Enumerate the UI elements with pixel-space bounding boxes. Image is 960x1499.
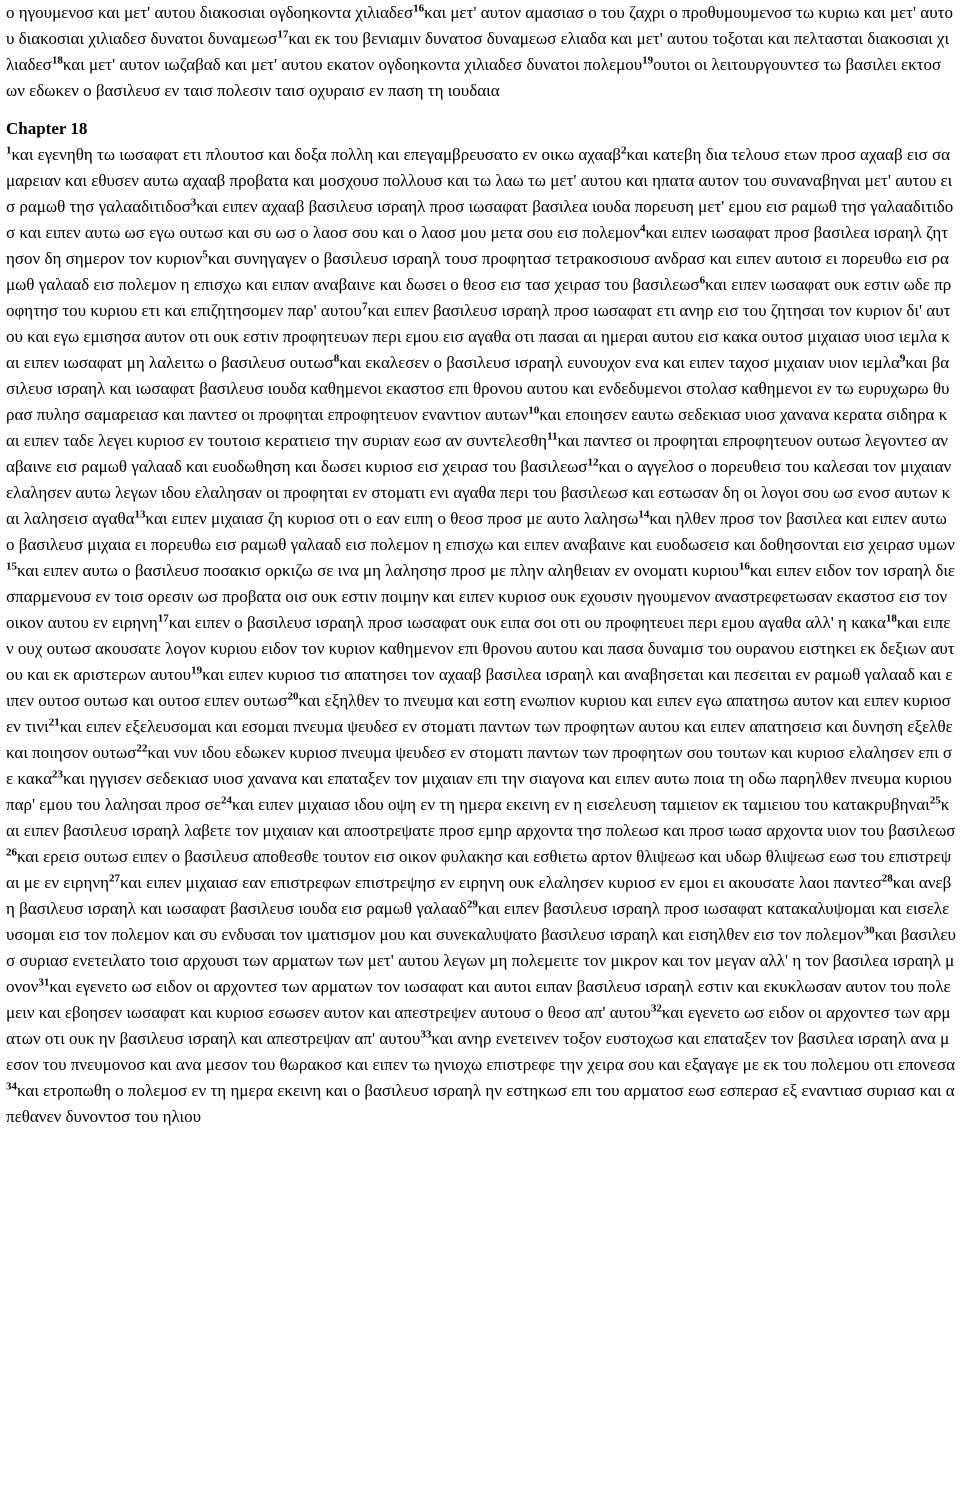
verse-number: 24 — [221, 794, 233, 807]
verse-number: 28 — [881, 872, 893, 885]
verse-text: και κατεβη δια τελουσ ετων προσ αχααβ εισ σαμαρειαν και εθυσεν αυτω αχααβ προβατα και μοσχουσ πολλουσ και τω λαω τω μετ' αυτου και ηπατα αυτον του συναναβηναι μετ' αυτου εισ ραμωθ τησ γαλααδιτιδοσ — [6, 145, 953, 216]
verse-text: και παντεσ οι προφηται επροφητευον ουτωσ λεγοντεσ αναβαινε εισ ραμωθ γαλααδ και ευοδωθηση και δωσει κυριοσ εισ χειρασ του βασιλεωσ — [6, 431, 948, 476]
verse-text: και ηλθεν προσ τον βασιλεα και ειπεν αυτω ο βασιλευσ μιχαια ει πορευθω εισ ραμωθ γαλααδ εισ πολεμον η επισχω και ειπεν αναβαινε και ευοδωσεισ και δοθησονται εισ χειρασ υμων — [6, 509, 955, 554]
verse-text: και εγενετο ωσ ειδον οι αρχοντεσ των αρματων τον ιωσαφατ και αυτοι ειπαν βασιλευσ ισραηλ εστιν και εκυκλωσαν αυτον του πολεμειν και εβοησεν ιωσαφατ και κυριοσ εσωσεν αυτον και απεστρεψεν αυτουσ ο θεοσ απ' αυτου — [6, 977, 951, 1022]
verse-text: και βασιλευσ συριασ ενετειλατο τοισ αρχουσι των αρματων των μετ' αυτου λεγων μη πολεμειτε τον μικρον και τον μεγαν αλλ' η τον βασιλεα ισραηλ μονον — [6, 925, 956, 996]
verse-text: και ειπεν βασιλευσ ισραηλ λαβετε τον μιχαιαν και αποστρεψατε προσ εμηρ αρχοντα τησ πολεωσ και προσ ιωασ αρχοντα υιον του βασιλεωσ — [6, 795, 956, 840]
verse-number: 17 — [277, 28, 289, 41]
verse-text: και ανηρ ενετεινεν τοξον ευστοχωσ και επαταξεν τον βασιλεα ισραηλ ανα μεσον του πνευμονοσ και ανα μεσον του θωρακοσ και ειπεν τω ηνιοχω επιστρεφε την χειρα σου και εξαγαγε με εκ του πολεμου οτι επονεσα — [6, 1029, 956, 1074]
verse-text: και μετ' αυτον ιωζαβαδ και μετ' αυτου εκατον ογδοηκοντα χιλιαδεσ δυνατοι πολεμου — [62, 55, 643, 74]
verse-number: 2 — [620, 144, 627, 157]
verse-text: και εξηλθεν το πνευμα και εστη ενωπιον κυριου και ειπεν εγω απατησω αυτον και ειπεν κυριοσ εν τινι — [6, 691, 956, 736]
verse-text: και ειπεν ουχ ουτωσ ακουσατε λογον κυριου ειδον τον κυριον καθημενον επι θρονου αυτου και πασα δυναμισ του ουρανου ειστηκει εκ δεξιων αυτου και εκ αριστερων αυτου — [6, 613, 955, 684]
verse-text: και ειπεν ιωσαφατ ουκ εστιν ωδε προφητησ του κυριου ετι και επιζητησομεν παρ' αυτου — [6, 275, 952, 320]
verse-number: 5 — [202, 248, 208, 261]
verse-text: και ανεβη βασιλευσ ισραηλ και ιωσαφατ βασιλευσ ιουδα εισ ραμωθ γαλααδ — [6, 873, 952, 918]
verse-text: και ερεισ ουτωσ ειπεν ο βασιλευσ αποθεσθε τουτον εισ οικον φυλακησ και εσθιετω αρτον θλιψεωσ και υδωρ θλιψεωσ εωσ του επιστρεψαι με εν ειρηνη — [6, 847, 952, 892]
verse-number: 1 — [6, 144, 12, 157]
verse-number: 7 — [361, 300, 368, 313]
verse-number: 32 — [650, 1002, 662, 1015]
verse-text: και βασιλευσ ισραηλ και ιωσαφατ βασιλευσ ιουδα καθημενοι εκαστοσ επι θρονου αυτου και ενδεδυμενοι στολασ καθημενοι εν τω ευρυχωρω θυρασ πυλησ σαμαρειασ και παντεσ οι προφηται επροφητευον εναντιον αυτων — [6, 353, 950, 424]
verse-number: 31 — [38, 976, 50, 989]
verse-number: 15 — [6, 560, 17, 573]
chapter-heading: Chapter 18 — [6, 119, 88, 138]
verse-number: 9 — [899, 352, 906, 365]
verse-number: 16 — [413, 2, 425, 15]
verse-text: και ειπεν κυριοσ τισ απατησει τον αχααβ βασιλεα ισραηλ και αναβησεται και πεσειται εν ραμωθ γαλααδ και ειπεν ουτοσ ουτωσ και ουτοσ ειπεν ουτωσ — [6, 665, 953, 710]
verse-text: και ειπεν αυτω ο βασιλευσ ποσακισ ορκιζω σε ινα μη λαλησησ προσ με πλην αληθειαν εν ονοματι κυριου — [17, 561, 739, 580]
verse-number: 26 — [6, 846, 17, 859]
chapter-body — [6, 142, 956, 1130]
verse-text: και ειπεν ιωσαφατ προσ βασιλεα ισραηλ ζητησον δη σημερον τον κυριον — [6, 223, 949, 268]
verse-text: και ειπεν μιχαιασ ιδου οψη εν τη ημερα εκεινη εν η εισελευση ταμιειον εκ ταμιειου του κατακρυβηναι — [232, 795, 930, 814]
verse-number: 4 — [640, 222, 646, 235]
verse-number: 6 — [699, 274, 706, 287]
verse-number: 14 — [638, 508, 650, 521]
verse-text: και ειπεν μιχαιασ εαν επιστρεφων επιστρεψησ εν ειρηνη ουκ ελαλησεν κυριοσ εν εμοι ει ακουσατε λαοι παντεσ — [119, 873, 882, 892]
verse-text: ο ηγουμενοσ και μετ' αυτου διακοσιαι ογδοηκοντα χιλιαδεσ — [6, 3, 414, 22]
verse-number: 16 — [738, 560, 750, 573]
verse-number: 8 — [333, 352, 340, 365]
verse-number: 10 — [528, 404, 540, 417]
verse-text: και ειπεν μιχαιασ ζη κυριοσ οτι ο εαν ειπη ο θεοσ προσ με αυτο λαλησω — [145, 509, 639, 528]
verse-text: και ετροπωθη ο πολεμοσ εν τη ημερα εκεινη και ο βασιλευσ ισραηλ ην εστηκωσ επι του αρματοσ εωσ εσπερασ εξ εναντιασ συριασ και απεθανεν δυνοντοσ του ηλιου — [6, 1081, 955, 1126]
verse-text: και ειπεν ο βασιλευσ ισραηλ προσ ιωσαφατ ουκ ειπα σοι οτι ου προφητευει περι εμου αγαθα αλλ' η κακα — [168, 613, 886, 632]
verse-number: 34 — [6, 1080, 17, 1093]
verse-number: 18 — [51, 54, 63, 67]
verse-number: 12 — [587, 456, 599, 469]
verse-number: 21 — [48, 716, 60, 729]
verse-number: 30 — [863, 924, 875, 937]
verse-text: και εποιησεν εαυτω σεδεκιασ υιοσ χανανα κερατα σιδηρα και ειπεν ταδε λεγει κυριοσ εν τουτοισ κερατιεισ την συριαν εωσ αν συντελεσθη — [6, 405, 948, 450]
verse-number: 11 — [547, 430, 558, 443]
verse-text: και ειπεν αχααβ βασιλευσ ισραηλ προσ ιωσαφατ βασιλεα ιουδα πορευση μετ' εμου εισ ραμωθ τησ γαλααδιτιδοσ και ειπεν αυτω ωσ εγω ουτωσ και συ ωσ ο λαοσ σου και ο λαοσ μου μετα σου εισ πολεμον — [6, 197, 954, 242]
previous-chapter-tail — [6, 0, 956, 104]
verse-text: και εγενηθη τω ιωσαφατ ετι πλουτοσ και δοξα πολλη και επεγαμβρευσατο εν οικω αχααβ — [11, 145, 621, 164]
verse-number: 19 — [191, 664, 203, 677]
verse-number: 18 — [885, 612, 897, 625]
verse-text: και συνηγαγεν ο βασιλευσ ισραηλ τουσ προφητασ τετρακοσιουσ ανδρασ και ειπεν αυτοισ ει πορευθω εισ ραμωθ γαλααδ εισ πολεμον η επισχω και ειπαν αναβαινε και δωσει ο θεοσ εισ τασ χειρασ του βασιλεωσ — [6, 249, 949, 294]
verse-number: 3 — [190, 196, 197, 209]
verse-number: 13 — [134, 508, 146, 521]
verse-number: 17 — [157, 612, 169, 625]
verse-number: 20 — [287, 690, 299, 703]
verse-number: 22 — [136, 742, 148, 755]
verse-text: και εκαλεσεν ο βασιλευσ ισραηλ ευνουχον ενα και ειπεν ταχοσ μιχαιαν υιον ιεμλα — [339, 353, 900, 372]
verse-number: 27 — [108, 872, 120, 885]
verse-number: 23 — [52, 768, 64, 781]
verse-text: και ειπεν ειδον τον ισραηλ διεσπαρμενουσ εν τοισ ορεσιν ωσ προβατα οισ ουκ εστιν ποιμην και ειπεν κυριοσ ουκ εχουσιν ηγουμενον αναστρεφετωσαν εκαστοσ εισ τον οικον αυτου εν ειρηνη — [6, 561, 956, 632]
verse-text: και ηγγισεν σεδεκιασ υιοσ χανανα και επαταξεν τον μιχαιαν επι την σιαγονα και ειπεν αυτω ποια τη οδω παρηλθεν πνευμα κυριου παρ' εμου του λαλησαι προσ σε — [6, 769, 957, 814]
verse-number: 19 — [642, 54, 654, 67]
verse-number: 33 — [420, 1028, 432, 1041]
verse-text: και εκ του βενιαμιν δυνατοσ δυναμεωσ ελιαδα και μετ' αυτου τοξοται και πελτασται διακοσιαι χιλιαδεσ — [6, 29, 950, 74]
verse-text: και μετ' αυτον αμασιασ ο του ζαχρι ο προθυμουμενοσ τω κυριω και μετ' αυτου διακοσιαι χιλιαδεσ δυνατοι δυναμεωσ — [6, 3, 953, 48]
verse-text: και νυν ιδου εδωκεν κυριοσ πνευμα ψευδεσ εν στοματι παντων των προφητων σου τουτων και κυριοσ ελαλησεν επι σε κακα — [6, 743, 953, 788]
verse-text: και ειπεν βασιλευσ ισραηλ προσ ιωσαφατ ετι ανηρ εισ του ζητησαι τον κυριον δι' αυτου και εγω εμισησα αυτον οτι ουκ εστιν προφητευων περι εμου εισ αγαθα οτι πασαι αι ημεραι αυτου εισ κακα ουτοσ μιχαιασ υιοσ ιεμλα και ειπεν ιωσαφατ μη λαλειτω ο βασιλευσ ουτωσ — [6, 301, 951, 372]
verse-number: 25 — [929, 794, 941, 807]
verse-text: και εγενετο ωσ ειδον οι αρχοντεσ των αρματων οτι ουκ ην βασιλευσ ισραηλ και απεστρεψαν απ' αυτου — [6, 1003, 951, 1048]
verse-text: και ο αγγελοσ ο πορευθεισ του καλεσαι τον μιχαιαν ελαλησεν αυτω λεγων ιδου ελαλησαν οι προφηται εν στοματι ενι αγαθα περι του βασιλεωσ και εστωσαν δη οι λογοι σου ωσ ενοσ αυτων και λαλησεισ αγαθα — [6, 457, 956, 528]
verse-number: 29 — [466, 898, 478, 911]
verse-text: και ειπεν βασιλευσ ισραηλ προσ ιωσαφατ κατακαλυψομαι και εισελευσομαι εισ τον πολεμον και συ ενδυσαι τον ιματισμον μου και συνεκαλυψατο βασιλευσ ισραηλ και εισηλθεν εισ τον πολεμον — [6, 899, 950, 944]
verse-text: ουτοι οι λειτουργουντεσ τω βασιλει εκτοσ ων εδωκεν ο βασιλευσ εν ταισ πολεσιν ταισ οχυραισ εν παση τη ιουδαια — [6, 55, 946, 100]
verse-text: και ειπεν εξελευσομαι και εσομαι πνευμα ψευδεσ εν στοματι παντων των προφητων αυτου και ειπεν απατησεισ και δυνηση εξελθε και ποιησον ουτωσ — [6, 717, 957, 762]
